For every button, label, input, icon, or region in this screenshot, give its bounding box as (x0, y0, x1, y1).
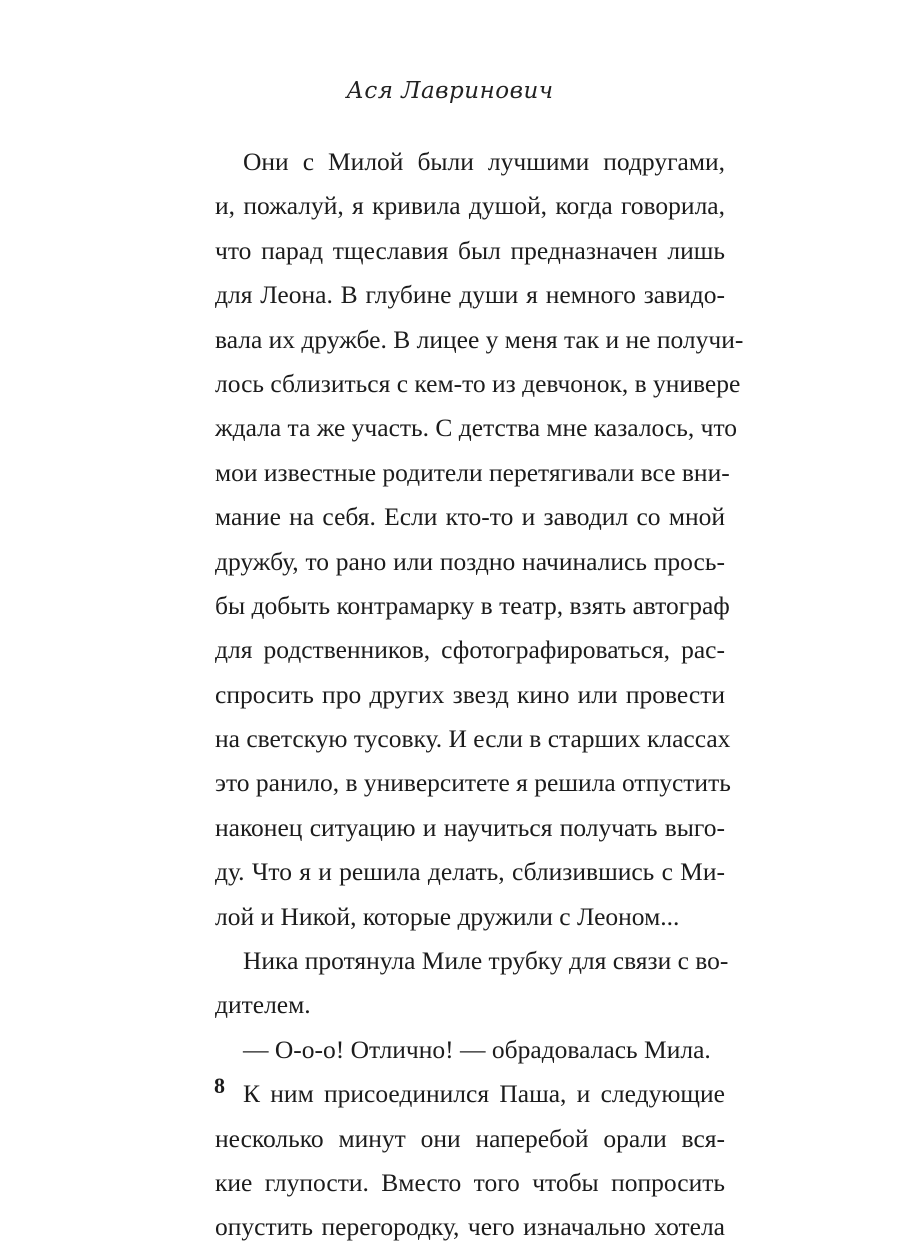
text-line: это ранило, в университете я решила отпустить (215, 768, 731, 798)
paragraph-4 (215, 1072, 725, 1250)
text-line: спросить про других звезд кино или провести (215, 679, 725, 709)
page-number: 8 (214, 1073, 225, 1098)
paragraph-3-dialogue (215, 1028, 725, 1072)
text-line: для Леона. В глубине души я немного завидо- (215, 280, 725, 310)
text-line: лой и Никой, которые дружили с Леоном... (215, 901, 680, 931)
body-text (215, 140, 744, 1250)
text-line: ду. Что я и решила делать, сблизившись с Ми- (215, 857, 725, 887)
text-line: на светскую тусовку. И если в старших классах (215, 724, 731, 754)
text-line: наконец ситуацию и научиться получать выго- (215, 812, 725, 842)
text-line: К ним присоединился Паша, и следующие (243, 1079, 725, 1109)
text-line: и, пожалуй, я кривила душой, когда говорила, (215, 191, 725, 221)
text-line: дителем. (215, 990, 311, 1020)
text-line: — О-о-о! Отлично! — обрадовалась Мила. (243, 1034, 711, 1064)
text-line: вала их дружбе. В лицее у меня так и не получи- (215, 324, 744, 354)
text-line: опустить перегородку, чего изначально хотела (215, 1212, 725, 1242)
text-line: дружбу, то рано или поздно начинались прось- (215, 546, 725, 576)
text-line: мание на себя. Если кто-то и заводил со мной (215, 502, 725, 532)
text-line: кие глупости. Вместо того чтобы попросить (215, 1167, 725, 1197)
text-line: бы добыть контрамарку в театр, взять автограф (215, 590, 730, 620)
text-line: что парад тщеславия был предназначен лишь (215, 235, 725, 265)
paragraph-1 (215, 140, 744, 939)
text-line: Ника протянула Миле трубку для связи с во- (243, 946, 729, 976)
paragraph-2 (215, 939, 729, 1028)
text-line: ждала та же участь. С детства мне казалось, что (215, 413, 738, 443)
text-line: лось сблизиться с кем-то из девчонок, в универе (215, 368, 741, 398)
text-line: мои известные родители перетягивали все вни- (215, 457, 730, 487)
running-header-author: Ася Лавринович (346, 78, 554, 104)
text-line: для родственников, сфотографироваться, рас- (215, 635, 725, 665)
text-line: Они с Милой были лучшими подругами, (243, 147, 725, 176)
text-line: несколько минут они наперебой орали вся- (215, 1123, 725, 1153)
